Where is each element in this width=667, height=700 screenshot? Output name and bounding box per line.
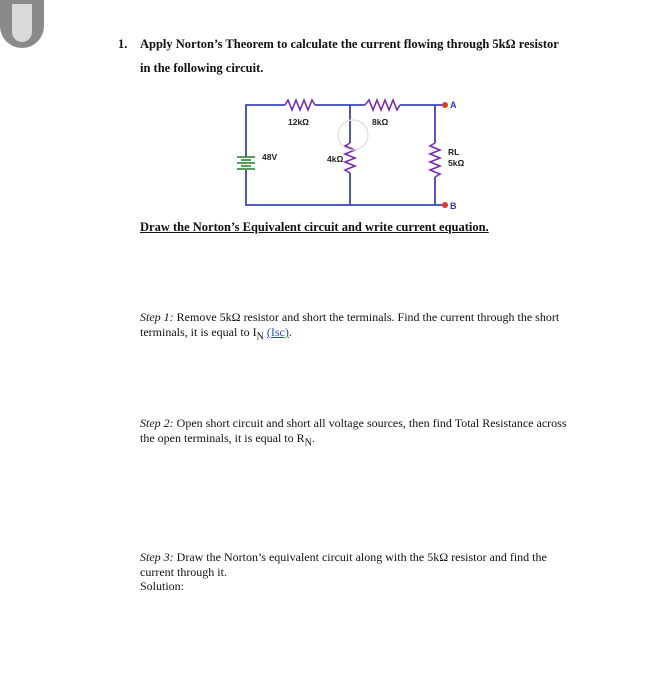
question-text-line2: in the following circuit. [140,61,264,75]
resistor-12k [285,100,315,110]
step-3-label: Step 3: [140,550,174,564]
question-number: 1. [118,37,128,51]
label-node-b: B [450,201,457,211]
resistor-rl [430,143,440,177]
circuit-diagram [235,95,475,215]
step-2 [140,416,580,450]
instruction-text: Draw the Norton’s Equivalent circuit and write current equation. [140,220,489,234]
label-8k: 8kΩ [372,117,389,127]
step-1-label: Step 1: [140,310,174,324]
step-1 [140,310,580,344]
step-1-sub: N [256,331,264,343]
step-3 [140,550,580,580]
label-node-a: A [450,100,457,110]
step-2-text: Open short circuit and short all voltage sources, then find Total Resistance across the open terminals, it is equal to R [140,416,567,445]
step-2-label: Step 2: [140,416,174,430]
node-a-dot [442,102,448,108]
step-1-text: Remove 5kΩ resistor and short the terminals. Find the current through the short terminals, it is equal to I [140,310,560,339]
resistor-8k [365,100,400,110]
question-text-line1: Apply Norton’s Theorem to calculate the current flowing through 5kΩ resistor [140,37,559,51]
solution-label: Solution: [140,579,185,593]
label-rl-value: 5kΩ [448,158,465,168]
scroll-handle-grip [12,4,32,42]
resistor-4k [345,143,355,173]
label-12k: 12kΩ [288,117,309,127]
label-source: 48V [262,152,278,162]
scroll-handle[interactable] [0,0,44,48]
label-rl-name: RL [448,147,460,157]
step-3-text: Draw the Norton’s equivalent circuit along with the 5kΩ resistor and find the current through it. [140,550,547,579]
step-1-isc: (Isc) [266,325,289,339]
step-2-sub: N [304,437,312,449]
node-b-dot [442,202,448,208]
battery-symbol [237,157,255,169]
label-4k: 4kΩ [327,154,344,164]
step-1-end: . [288,325,292,339]
bulb-watermark [338,120,368,150]
step-2-end: . [311,431,315,445]
